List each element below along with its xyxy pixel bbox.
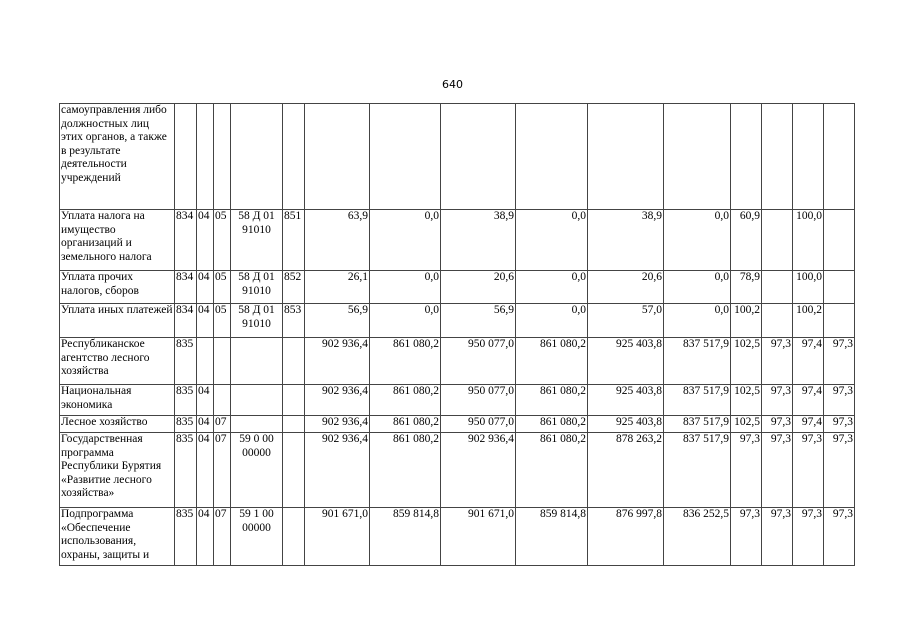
value-cell: 925 403,8 bbox=[588, 385, 664, 416]
value-cell: 0,0 bbox=[516, 271, 588, 304]
percent-cell: 97,3 bbox=[731, 433, 762, 508]
vr-cell: 851 bbox=[283, 210, 305, 271]
value-cell: 38,9 bbox=[588, 210, 664, 271]
pr-cell: 07 bbox=[214, 508, 231, 566]
percent-cell: 97,3 bbox=[824, 338, 855, 385]
percent-cell: 97,3 bbox=[762, 433, 793, 508]
rz-cell: 04 bbox=[197, 271, 214, 304]
csr-cell: 58 Д 01 91010 bbox=[231, 304, 283, 338]
value-cell: 0,0 bbox=[664, 271, 731, 304]
row-name: Уплата прочих налогов, сборов bbox=[60, 271, 175, 304]
value-cell: 837 517,9 bbox=[664, 385, 731, 416]
vr-cell bbox=[283, 416, 305, 433]
percent-cell: 102,5 bbox=[731, 416, 762, 433]
pr-cell bbox=[214, 385, 231, 416]
value-cell: 861 080,2 bbox=[370, 433, 441, 508]
budget-table bbox=[59, 103, 855, 566]
value-cell: 38,9 bbox=[441, 210, 516, 271]
csr-cell: 58 Д 01 91010 bbox=[231, 271, 283, 304]
table-row bbox=[60, 385, 855, 416]
percent-cell: 100,2 bbox=[731, 304, 762, 338]
value-cell: 859 814,8 bbox=[370, 508, 441, 566]
value-cell: 902 936,4 bbox=[305, 385, 370, 416]
table-row bbox=[60, 104, 855, 210]
row-name: Уплата налога на имущество организаций и земельного налога bbox=[60, 210, 175, 271]
table-row bbox=[60, 304, 855, 338]
percent-cell: 102,5 bbox=[731, 385, 762, 416]
value-cell: 878 263,2 bbox=[588, 433, 664, 508]
value-cell bbox=[370, 104, 441, 210]
value-cell: 26,1 bbox=[305, 271, 370, 304]
csr-cell: 59 1 00 00000 bbox=[231, 508, 283, 566]
row-name: Республиканское агентство лесного хозяйства bbox=[60, 338, 175, 385]
value-cell: 925 403,8 bbox=[588, 338, 664, 385]
value-cell: 861 080,2 bbox=[370, 416, 441, 433]
rz-cell: 04 bbox=[197, 433, 214, 508]
value-cell bbox=[305, 104, 370, 210]
rz-cell: 04 bbox=[197, 416, 214, 433]
pr-cell bbox=[214, 338, 231, 385]
value-cell: 902 936,4 bbox=[441, 433, 516, 508]
value-cell: 56,9 bbox=[441, 304, 516, 338]
grbs-cell: 835 bbox=[175, 385, 197, 416]
percent-cell: 97,3 bbox=[762, 416, 793, 433]
value-cell: 902 936,4 bbox=[305, 416, 370, 433]
table-row bbox=[60, 508, 855, 566]
pr-cell: 05 bbox=[214, 210, 231, 271]
vr-cell: 852 bbox=[283, 271, 305, 304]
percent-cell: 97,3 bbox=[762, 338, 793, 385]
value-cell: 0,0 bbox=[370, 304, 441, 338]
value-cell: 902 936,4 bbox=[305, 338, 370, 385]
percent-cell: 97,3 bbox=[731, 508, 762, 566]
percent-cell bbox=[762, 210, 793, 271]
pr-cell bbox=[214, 104, 231, 210]
value-cell: 0,0 bbox=[370, 271, 441, 304]
rz-cell bbox=[197, 104, 214, 210]
value-cell: 837 517,9 bbox=[664, 433, 731, 508]
page-number: 640 bbox=[442, 78, 463, 91]
table-row bbox=[60, 271, 855, 304]
value-cell: 57,0 bbox=[588, 304, 664, 338]
value-cell bbox=[516, 104, 588, 210]
value-cell: 902 936,4 bbox=[305, 433, 370, 508]
csr-cell bbox=[231, 416, 283, 433]
percent-cell: 100,0 bbox=[793, 271, 824, 304]
row-name: Национальная экономика bbox=[60, 385, 175, 416]
percent-cell: 100,0 bbox=[793, 210, 824, 271]
pr-cell: 05 bbox=[214, 271, 231, 304]
csr-cell: 59 0 00 00000 bbox=[231, 433, 283, 508]
value-cell: 861 080,2 bbox=[516, 433, 588, 508]
table-row bbox=[60, 433, 855, 508]
grbs-cell bbox=[175, 104, 197, 210]
value-cell: 861 080,2 bbox=[516, 416, 588, 433]
percent-cell: 97,3 bbox=[793, 508, 824, 566]
percent-cell: 97,4 bbox=[793, 338, 824, 385]
percent-cell: 97,3 bbox=[762, 385, 793, 416]
value-cell bbox=[588, 104, 664, 210]
csr-cell bbox=[231, 104, 283, 210]
vr-cell bbox=[283, 433, 305, 508]
vr-cell bbox=[283, 385, 305, 416]
value-cell: 0,0 bbox=[664, 304, 731, 338]
value-cell: 0,0 bbox=[370, 210, 441, 271]
value-cell: 63,9 bbox=[305, 210, 370, 271]
percent-cell bbox=[824, 210, 855, 271]
percent-cell: 60,9 bbox=[731, 210, 762, 271]
value-cell: 837 517,9 bbox=[664, 338, 731, 385]
csr-cell bbox=[231, 338, 283, 385]
percent-cell: 102,5 bbox=[731, 338, 762, 385]
value-cell: 836 252,5 bbox=[664, 508, 731, 566]
grbs-cell: 835 bbox=[175, 338, 197, 385]
vr-cell bbox=[283, 508, 305, 566]
pr-cell: 07 bbox=[214, 416, 231, 433]
row-name: Лесное хозяйство bbox=[60, 416, 175, 433]
percent-cell bbox=[793, 104, 824, 210]
value-cell: 0,0 bbox=[516, 210, 588, 271]
table-row bbox=[60, 416, 855, 433]
percent-cell: 78,9 bbox=[731, 271, 762, 304]
grbs-cell: 835 bbox=[175, 416, 197, 433]
vr-cell bbox=[283, 104, 305, 210]
grbs-cell: 834 bbox=[175, 304, 197, 338]
value-cell: 20,6 bbox=[441, 271, 516, 304]
rz-cell bbox=[197, 338, 214, 385]
value-cell: 950 077,0 bbox=[441, 416, 516, 433]
value-cell: 0,0 bbox=[516, 304, 588, 338]
value-cell: 901 671,0 bbox=[441, 508, 516, 566]
grbs-cell: 834 bbox=[175, 271, 197, 304]
percent-cell bbox=[824, 271, 855, 304]
rz-cell: 04 bbox=[197, 304, 214, 338]
csr-cell bbox=[231, 385, 283, 416]
value-cell: 861 080,2 bbox=[370, 385, 441, 416]
value-cell: 925 403,8 bbox=[588, 416, 664, 433]
percent-cell bbox=[824, 104, 855, 210]
percent-cell bbox=[762, 271, 793, 304]
value-cell: 950 077,0 bbox=[441, 385, 516, 416]
percent-cell: 97,3 bbox=[824, 416, 855, 433]
rz-cell: 04 bbox=[197, 210, 214, 271]
percent-cell bbox=[762, 304, 793, 338]
vr-cell: 853 bbox=[283, 304, 305, 338]
percent-cell: 97,3 bbox=[762, 508, 793, 566]
value-cell: 876 997,8 bbox=[588, 508, 664, 566]
row-name: самоуправления либо должностных лиц этих органов, а также в результате деятельности учреждений bbox=[60, 104, 175, 210]
percent-cell bbox=[824, 304, 855, 338]
value-cell: 859 814,8 bbox=[516, 508, 588, 566]
percent-cell: 97,3 bbox=[824, 433, 855, 508]
percent-cell: 97,4 bbox=[793, 385, 824, 416]
csr-cell: 58 Д 01 91010 bbox=[231, 210, 283, 271]
grbs-cell: 835 bbox=[175, 433, 197, 508]
value-cell: 0,0 bbox=[664, 210, 731, 271]
percent-cell bbox=[762, 104, 793, 210]
vr-cell bbox=[283, 338, 305, 385]
pr-cell: 07 bbox=[214, 433, 231, 508]
value-cell: 861 080,2 bbox=[516, 338, 588, 385]
value-cell: 56,9 bbox=[305, 304, 370, 338]
value-cell: 20,6 bbox=[588, 271, 664, 304]
table-row bbox=[60, 338, 855, 385]
row-name: Подпрограмма «Обеспечение использования, охраны, защиты и bbox=[60, 508, 175, 566]
value-cell: 901 671,0 bbox=[305, 508, 370, 566]
value-cell bbox=[441, 104, 516, 210]
pr-cell: 05 bbox=[214, 304, 231, 338]
percent-cell bbox=[731, 104, 762, 210]
table-row bbox=[60, 210, 855, 271]
rz-cell: 04 bbox=[197, 508, 214, 566]
percent-cell: 97,4 bbox=[793, 416, 824, 433]
grbs-cell: 835 bbox=[175, 508, 197, 566]
grbs-cell: 834 bbox=[175, 210, 197, 271]
value-cell: 861 080,2 bbox=[516, 385, 588, 416]
value-cell: 861 080,2 bbox=[370, 338, 441, 385]
value-cell bbox=[664, 104, 731, 210]
percent-cell: 100,2 bbox=[793, 304, 824, 338]
percent-cell: 97,3 bbox=[824, 385, 855, 416]
percent-cell: 97,3 bbox=[824, 508, 855, 566]
value-cell: 837 517,9 bbox=[664, 416, 731, 433]
row-name: Государственная программа Республики Бурятия «Развитие лесного хозяйства» bbox=[60, 433, 175, 508]
percent-cell: 97,3 bbox=[793, 433, 824, 508]
value-cell: 950 077,0 bbox=[441, 338, 516, 385]
rz-cell: 04 bbox=[197, 385, 214, 416]
row-name: Уплата иных платежей bbox=[60, 304, 175, 338]
